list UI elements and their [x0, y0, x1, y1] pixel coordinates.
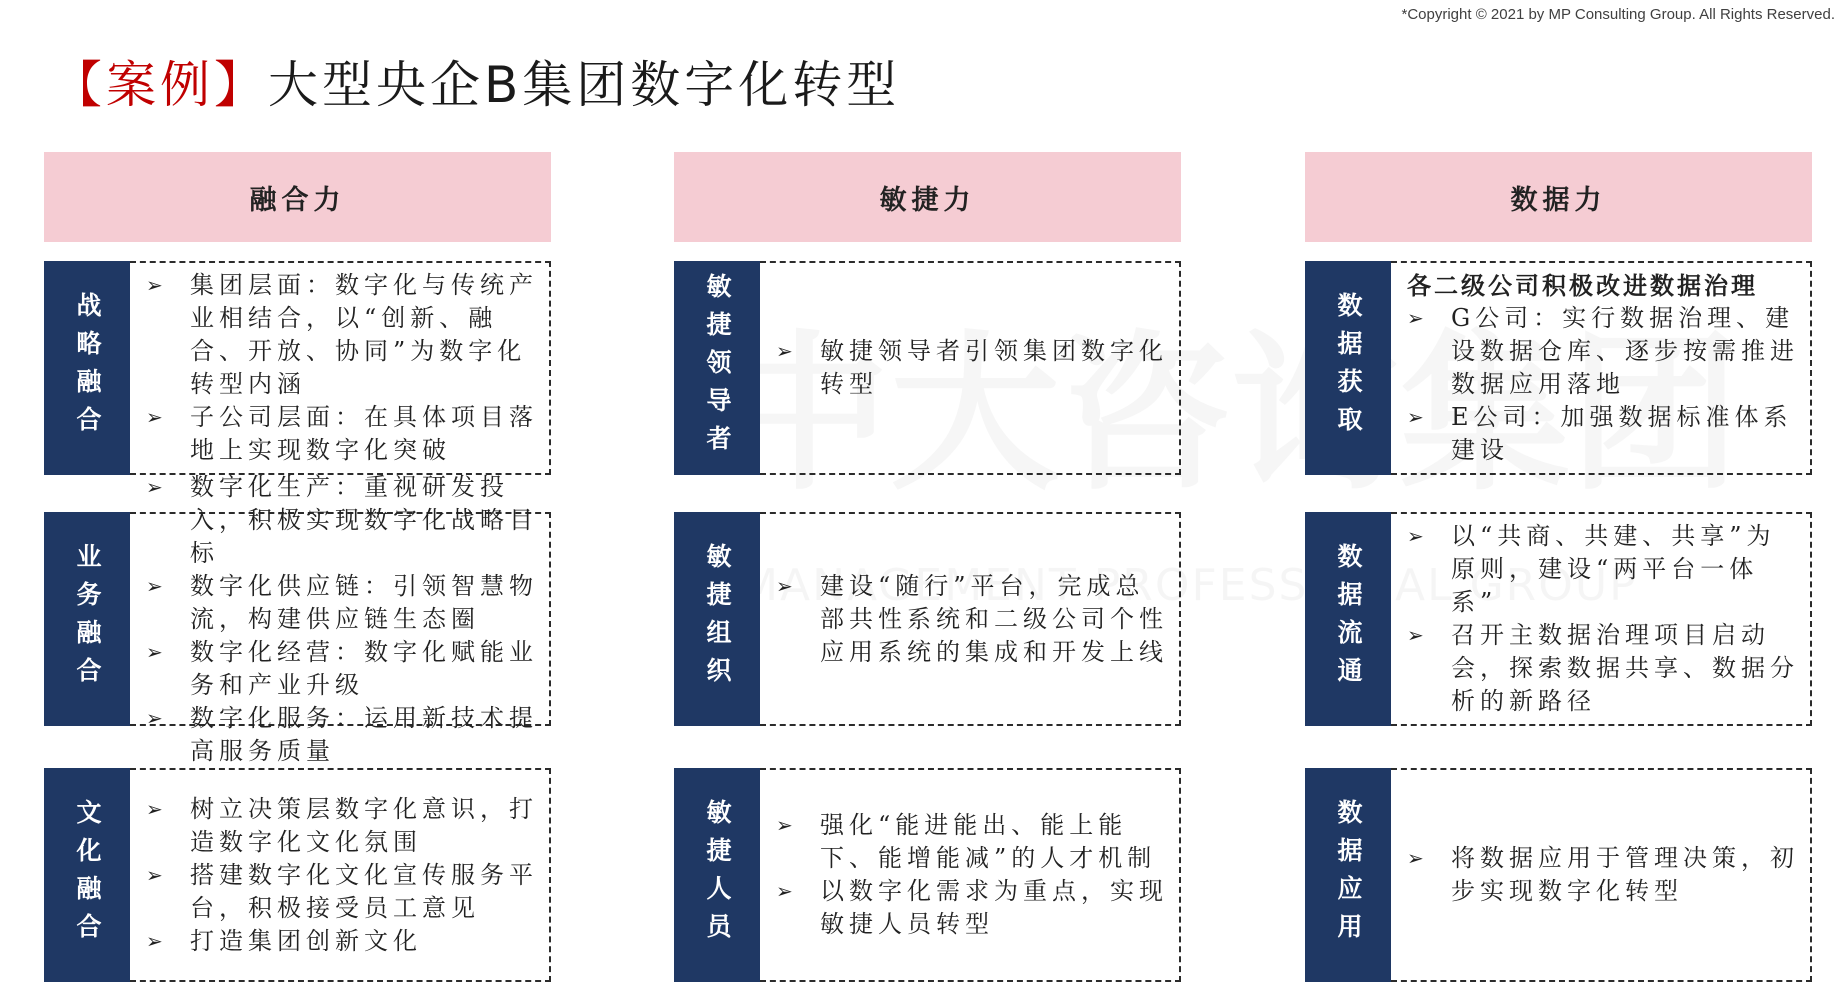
row-label: [44, 261, 130, 475]
list-item: [146, 570, 543, 636]
bullet-list: [130, 793, 549, 958]
list-item-text: 数字化供应链：引领智慧物流，构建供应链生态圈: [190, 571, 538, 633]
arrow-bullet-icon: [146, 793, 163, 826]
arrow-bullet-icon: [1407, 302, 1424, 335]
list-item-text: 数字化生产：重视研发投入，积极实现数字化战略目标: [190, 472, 538, 567]
row-content: [130, 472, 551, 765]
row-content: [1391, 261, 1812, 475]
list-item-text: 召开主数据治理项目启动会，探索数据共享、数据分析的新路径: [1451, 621, 1799, 715]
column-integration: [44, 152, 551, 982]
list-item: [1407, 842, 1804, 908]
column-header: [674, 152, 1181, 242]
bullet-list: [1391, 269, 1810, 467]
list-item: [1407, 619, 1804, 718]
row-content: [130, 768, 551, 982]
arrow-bullet-icon: [1407, 520, 1424, 553]
bullet-list: [760, 809, 1179, 941]
arrow-bullet-icon: [146, 401, 163, 434]
row-label-text: 业务融合: [73, 543, 102, 695]
list-item: [146, 269, 543, 401]
list-item-text: 数字化服务：运用新技术提高服务质量: [190, 703, 538, 765]
row-label: [44, 768, 130, 982]
arrow-bullet-icon: [146, 471, 163, 504]
row-agile-organization: [674, 512, 1181, 726]
list-item-text: 建设“随行”平台，完成总部共性系统和二级公司个性应用系统的集成和开发上线: [820, 571, 1168, 666]
row-content: [760, 768, 1181, 982]
list-item-text: 集团层面：数字化与传统产业相结合，以“创新、融合、开放、协同”为数字化转型内涵: [190, 271, 538, 398]
arrow-bullet-icon: [146, 570, 163, 603]
arrow-bullet-icon: [146, 859, 163, 892]
title-case-tag: 【案例】: [52, 56, 268, 114]
row-content: [760, 261, 1181, 475]
list-item: [146, 636, 543, 702]
row-agile-leaders: [674, 261, 1181, 475]
row-label-text: 敏捷人员: [703, 799, 732, 951]
bullet-list: [1391, 520, 1810, 718]
row-content: [1391, 768, 1812, 982]
list-item-text: 以“共商、共建、共享”为原则，建设“两平台一体系”: [1451, 522, 1776, 616]
row-label-text: 数据应用: [1334, 799, 1363, 951]
list-item: [776, 875, 1173, 941]
column-header-label: 敏捷力: [879, 184, 976, 216]
list-item: [146, 925, 543, 958]
list-item: [776, 809, 1173, 875]
arrow-bullet-icon: [1407, 619, 1424, 652]
bullet-list: [1391, 842, 1810, 908]
list-item-text: 树立决策层数字化意识，打造数字化文化氛围: [190, 794, 538, 856]
arrow-bullet-icon: [776, 335, 793, 368]
column-header: [1305, 152, 1812, 242]
list-item: [776, 335, 1173, 401]
list-item: [146, 401, 543, 467]
title-text: 大型央企B集团数字化转型: [268, 56, 901, 114]
bullet-list: [130, 269, 549, 467]
list-item-text: 子公司层面：在具体项目落地上实现数字化突破: [190, 403, 538, 464]
bullet-list: [130, 471, 549, 768]
list-item: [1407, 302, 1804, 401]
row-culture-integration: [44, 768, 551, 982]
list-item: [776, 570, 1173, 669]
row-business-integration: [44, 472, 551, 765]
column-header: [44, 152, 551, 242]
row-label: [674, 768, 760, 982]
row-agile-staff: [674, 768, 1181, 982]
row-heading: 各二级公司积极改进数据治理: [1407, 271, 1758, 300]
row-label-text: 文化融合: [73, 799, 102, 951]
row-content: [130, 261, 551, 475]
row-label: [674, 261, 760, 475]
arrow-bullet-icon: [146, 925, 163, 958]
row-data-acquisition: [1305, 261, 1812, 475]
list-item-text: 将数据应用于管理决策，初步实现数字化转型: [1451, 844, 1799, 905]
arrow-bullet-icon: [776, 809, 793, 842]
list-item-text: 强化“能进能出、能上能下、能增能减”的人才机制: [820, 811, 1157, 872]
row-strategy-integration: [44, 261, 551, 475]
list-item-text: 以数字化需求为重点，实现敏捷人员转型: [820, 877, 1168, 938]
column-data: [1305, 152, 1812, 982]
list-item-text: 数字化经营：数字化赋能业务和产业升级: [190, 637, 538, 699]
arrow-bullet-icon: [1407, 401, 1424, 434]
list-item: [146, 859, 543, 925]
page-title: [52, 52, 900, 118]
bullet-list: [760, 570, 1179, 669]
column-header-label: 数据力: [1510, 184, 1607, 216]
row-label-text: 数据流通: [1334, 543, 1363, 695]
arrow-bullet-icon: [776, 570, 793, 603]
row-label: [1305, 512, 1391, 726]
arrow-bullet-icon: [776, 875, 793, 908]
row-label-text: 数据获取: [1334, 292, 1363, 444]
arrow-bullet-icon: [1407, 842, 1424, 875]
list-item: [146, 471, 543, 570]
row-content: [760, 512, 1181, 726]
column-agility: [674, 152, 1181, 982]
row-label: [1305, 768, 1391, 982]
arrow-bullet-icon: [146, 702, 163, 735]
list-item: [1407, 401, 1804, 467]
list-item-text: 搭建数字化文化宣传服务平台，积极接受员工意见: [190, 860, 538, 922]
copyright-notice: *Copyright © 2021 by MP Consulting Group. All Rights Reserved.: [1401, 6, 1835, 23]
list-item: [146, 793, 543, 859]
arrow-bullet-icon: [146, 269, 163, 302]
row-label-text: 战略融合: [73, 292, 102, 444]
list-item-text: E公司：加强数据标准体系建设: [1451, 403, 1793, 464]
row-data-application: [1305, 768, 1812, 982]
list-item: [146, 702, 543, 768]
bullet-list: [760, 335, 1179, 401]
list-item-text: 敏捷领导者引领集团数字化转型: [820, 337, 1168, 398]
row-data-circulation: [1305, 512, 1812, 726]
arrow-bullet-icon: [146, 636, 163, 669]
row-content: [1391, 512, 1812, 726]
column-header-label: 融合力: [249, 184, 346, 216]
row-label-text: 敏捷领导者: [703, 273, 732, 463]
row-label: [44, 512, 130, 726]
list-item-text: 打造集团创新文化: [190, 926, 422, 955]
row-label: [674, 512, 760, 726]
list-item-text: G公司：实行数据治理、建设数据仓库、逐步按需推进数据应用落地: [1451, 304, 1799, 398]
row-label-text: 敏捷组织: [703, 543, 732, 695]
list-item: [1407, 520, 1804, 619]
row-label: [1305, 261, 1391, 475]
